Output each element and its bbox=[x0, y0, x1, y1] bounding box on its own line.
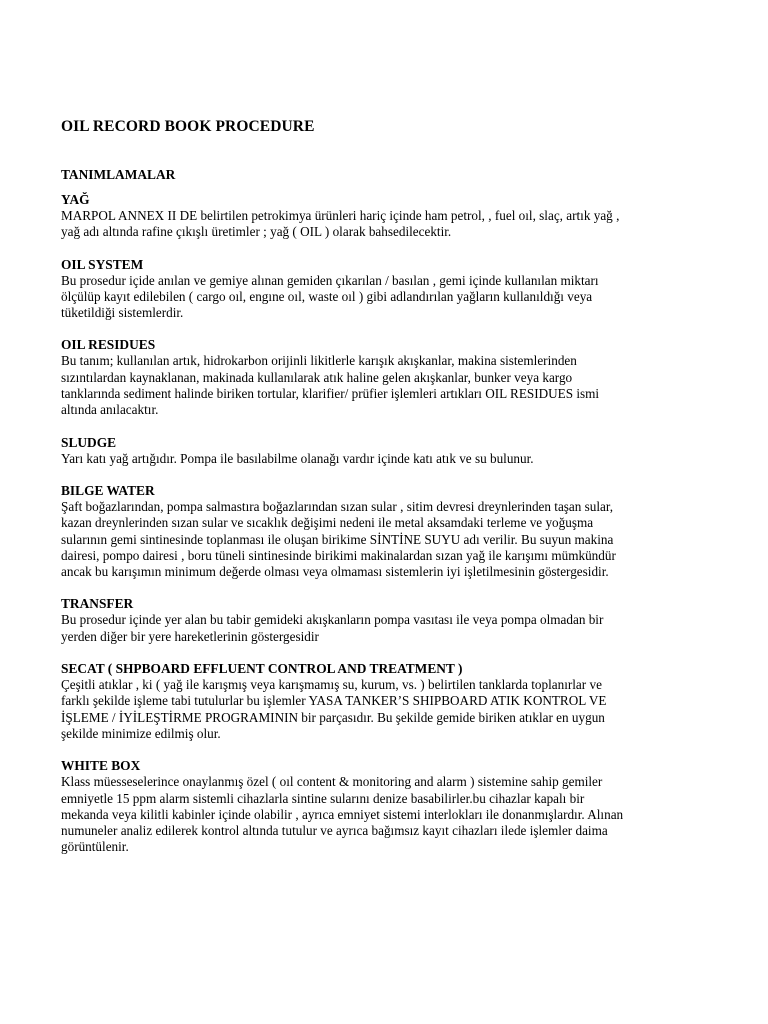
definition-body: Bu prosedur içide anılan ve gemiye alınan gemiden çıkarılan / basılan , gemi içinde kullanılan miktarı ölçülüp kayıt edilebilen ( cargo oıl, engıne oıl, waste oıl ) gibi adlandırılan yağların kullanıldığı veya tüketildiği sistemlerdir. bbox=[61, 272, 599, 321]
definition-sludge bbox=[61, 435, 711, 467]
definition-term: OIL RESIDUES bbox=[61, 337, 156, 353]
document-page bbox=[61, 118, 711, 872]
definition-term: YAĞ bbox=[61, 192, 90, 207]
definition-oil-system bbox=[61, 257, 711, 322]
definition-body: Şaft boğazlarından, pompa salmastıra boğazlarından sızan sular , sitim devresi dreynlerinden taşan sular, kazan dreynlerinden sızan sular ve sıcaklık değişimi nedeni ile metal aksamdaki terleme ve yoğuşma sularının gemi sintinesinde toplanması ile oluşan birikime SİNTİNE SUYU adı verilir. Bu suyun makina dairesi, pompo dairesi , boru tüneli sintinesinde birikimi makinalardan sızan yağ ile karışımı mümkündür ancak bu karışımın minimum değerde olması veya olmaması sistemlerin iyi işletilmesinin göstergesidir. bbox=[61, 498, 616, 580]
definition-body: Çeşitli atıklar , ki ( yağ ile karışmış veya karışmamış su, kurum, vs. ) belirtilen tanklarda toplanırlar ve farklı şekilde işleme tabi tutulurlar bu işlemler YASA TANKER’S SHIPBOARD ATIK KONTROL VE İŞLEME / İYİLEŞTİRME PROGRAMININ bir parçasıdır. Bu şekilde gemide biriken atıklar en uygun şekilde minimize edilmiş olur. bbox=[61, 677, 607, 741]
definition-term: OIL SYSTEM bbox=[61, 256, 144, 272]
definition-term: BILGE WATER bbox=[61, 482, 155, 498]
definition-body: Yarı katı yağ artığıdır. Pompa ile basılabilme olanağı vardır içinde katı atık ve su bulunur. bbox=[61, 450, 534, 466]
definition-yag bbox=[61, 192, 711, 241]
definition-term: SECAT ( SHPBOARD EFFLUENT CONTROL AND TREATMENT ) bbox=[61, 661, 463, 677]
definition-oil-residues bbox=[61, 337, 711, 418]
definition-term: WHITE BOX bbox=[61, 758, 141, 774]
definition-term: TRANSFER bbox=[61, 596, 134, 612]
document-title: OIL RECORD BOOK PROCEDURE bbox=[61, 118, 315, 135]
definition-body: Bu tanım; kullanılan artık, hidrokarbon orijinli likitlerle karışık akışkanlar, makina sistemlerinden sızıntılardan kaynaklanan, makinada kullanılarak atık haline gelen akışkanlar, bunker veya kargo tanklarında sediment halinde biriken tortular, klarifier/ prüfier işlemleri artıkları OIL RESIDUES ismi altında anılacaktır. bbox=[61, 353, 600, 418]
definition-body: MARPOL ANNEX II DE belirtilen petrokimya ürünleri hariç içinde ham petrol, , fuel oıl, slaç, artık yağ , yağ adı altında rafine çıkışlı üretimler ; yağ ( OIL ) olarak bahsedilecektir. bbox=[61, 208, 620, 240]
definition-body: Klass müesseselerince onaylanmış özel ( oıl content & monitoring and alarm ) sistemine sahip gemiler emniyetle 15 ppm alarm sistemli cihazlarla sintine sularını denize basabilirler.bu cihazlar kapalı bir mekanda veya kilitli kabinler içinde olabilir , ayrıca emniyet sistemi interlokları ile donanmışlardır. Alınan numuneler analiz edilerek kontrol altında tutulur ve ayrıca bağımsız kayıt cihazları ilede işlemler daima görüntülenir. bbox=[61, 774, 624, 855]
definition-term: SLUDGE bbox=[61, 434, 117, 450]
definition-transfer bbox=[61, 596, 711, 645]
definition-secat bbox=[61, 661, 711, 742]
definition-bilge-water bbox=[61, 483, 711, 580]
definition-white-box bbox=[61, 758, 711, 855]
section-heading: TANIMLAMALAR bbox=[61, 167, 176, 182]
definition-body: Bu prosedur içinde yer alan bu tabir gemideki akışkanların pompa vasıtası ile veya pompa olmadan bir yerden diğer bir yere hareketlerinin göstergesidir bbox=[61, 612, 604, 644]
